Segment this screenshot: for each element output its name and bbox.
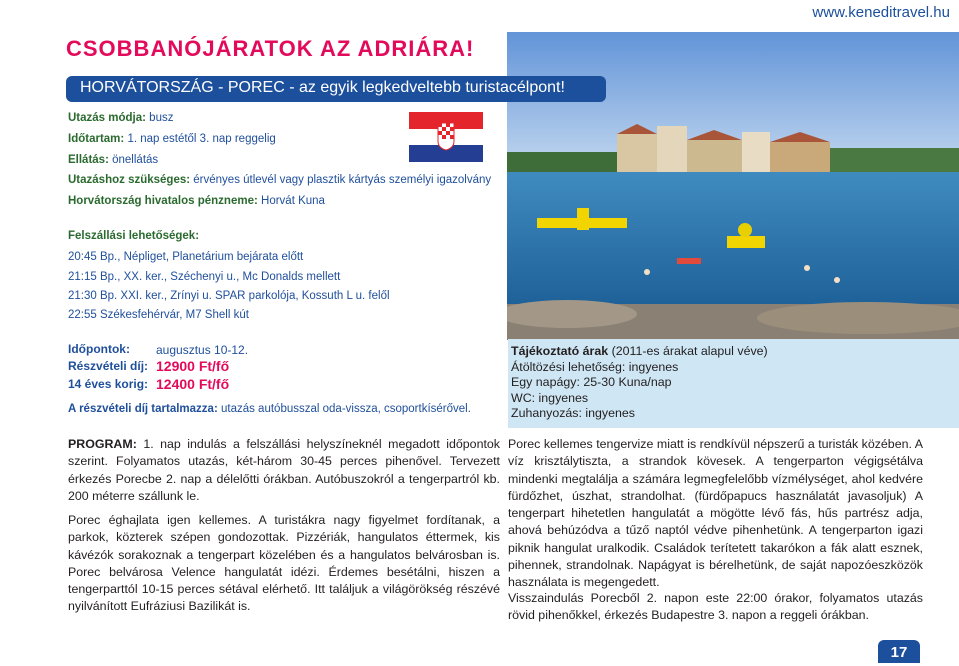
pickup-stop: 21:30 Bp. XXI. ker., Zrínyi u. SPAR parkolója, Kossuth L u. felől [68,290,390,302]
page-headline: CSOBBANÓJÁRATOK AZ ADRIÁRA! [66,36,475,61]
youth-fee-label: 14 éves korig: [68,377,149,391]
trip-mode-label: Utazás módja: [68,112,146,124]
croatian-flag-icon [409,112,483,162]
trip-currency [68,195,325,207]
youth-fee-value: 12400 Ft/fő [156,376,230,392]
dates-value: augusztus 10-12. [156,343,249,357]
trip-duration-value: 1. nap estétől 3. nap reggelig [127,133,276,145]
infobox-title: Tájékoztató árak [511,344,609,358]
includes-value: utazás autóbusszal oda-vissza, csoportkísérővel. [220,403,471,415]
beach-paragraph: Porec kellemes tengervize miatt is rendkívül népszerű a turisták közében. A víz krisztálytiszta, a strandok kövesek. A tengerparton végigsétálva mindenki megtalálja a számára legmegfelelőbb vízmélységet, ahol kedvére fürdőzhet, úszhat, strandolhat. (fürdőpapucs használatát javasoljuk) A tengerpart hihetetlen hangulatát a mögötte lévő fás, hűs partrész adja, ahová behúzódva a tűző naptól védve pihenhetünk. A tengerparton igazi piknik hangulat uralkodik. Családok terítetett takarókon a fák alatt esznek, pihennek, strandolnak. Napágyat is bérelhetünk, de saját napozóeszközök használata is megengedett. [508,437,923,590]
trip-duration [68,133,276,145]
trip-documents-value: érvényes útlevél vagy plasztik kártyás személyi igazolvány [193,174,492,186]
trip-board-value: önellátás [112,154,159,166]
page-number: 17 [878,640,920,663]
trip-duration-label: Időtartam: [68,133,125,145]
youth-fee-row [68,376,230,392]
includes-label: A részvételi díj tartalmazza: [68,403,218,415]
infobox-line: WC: ingyenes [511,390,589,405]
fee-row [68,358,230,374]
fee-label: Részvételi díj: [68,359,149,373]
dates-label: Időpontok: [68,342,130,356]
program-paragraph-1 [68,436,500,505]
porec-seaside-photo [507,22,959,340]
website-url[interactable]: www.keneditravel.hu [812,4,950,21]
page-subtitle: HORVÁTORSZÁG - POREC - az egyik legkedveltebb turistacélpont! [80,79,565,96]
price-info-box [508,339,959,428]
trip-mode-value: busz [149,112,174,124]
program-paragraph-2: Porec éghajlata igen kellemes. A turistákra nagy figyelmet fordítanak, a parkok, közterek szépen gondozottak. Pizzériák, hangulatos éttermek, kis kávézók sorakoznak a tengerpart közelében és a hangulatos belvárosban is. Porec belvárosa Velence hangulatát idézi. Érdemes besétálni, hiszen a tengerparttól 10-15 perces sétával elérhető. Itt találjuk a világörökség részévé nyilvánított Eufráziusi Bazilikát is. [68,513,500,614]
pickup-heading [68,230,199,242]
infobox-title-note: (2011-es árakat alapul véve) [611,344,768,358]
infobox-title-row [511,344,959,360]
trip-board [68,154,158,166]
dates-row [68,342,249,357]
pickup-label: Felszállási lehetőségek: [68,230,200,242]
program-label: PROGRAM: [68,437,137,451]
trip-documents [68,174,491,186]
includes-row [68,403,471,415]
trip-board-label: Ellátás: [68,154,109,166]
trip-currency-label: Horvátország hivatalos pénzneme: [68,195,258,207]
trip-mode [68,112,173,124]
pickup-stop: 21:15 Bp., XX. ker., Széchenyi u., Mc Donalds mellett [68,271,341,283]
trip-currency-value: Horvát Kuna [261,195,325,207]
infobox-line: Átöltözési lehetőség: ingyenes [511,359,679,374]
program-text-1: 1. nap indulás a felszállási helyszíneknél megadott időpontok szerint. Folyamatos utazás, két-három 30-45 perces pihenővel. Tervezett érkezés Porecbe 2. nap a délelőtti órákban. Autóbuszokról a tengerpartról kb. 200 méterre szállunk le. [68,437,500,503]
fee-value: 12900 Ft/fő [156,358,230,374]
infobox-line: Zuhanyozás: ingyenes [511,406,635,420]
pickup-stop: 22:55 Székesfehérvár, M7 Shell kút [68,309,249,321]
infobox-line: Egy napágy: 25-30 Kuna/nap [511,375,672,389]
return-paragraph: Visszaindulás Porecből 2. napon este 22:00 órakor, folyamatos utazás rövid pihenőkkel, érkezés Budapestre 3. napon a reggeli órákban. [508,591,923,623]
trip-documents-label: Utazáshoz szükséges: [68,174,191,186]
pickup-stop: 20:45 Bp., Népliget, Planetárium bejárata előtt [68,251,304,263]
